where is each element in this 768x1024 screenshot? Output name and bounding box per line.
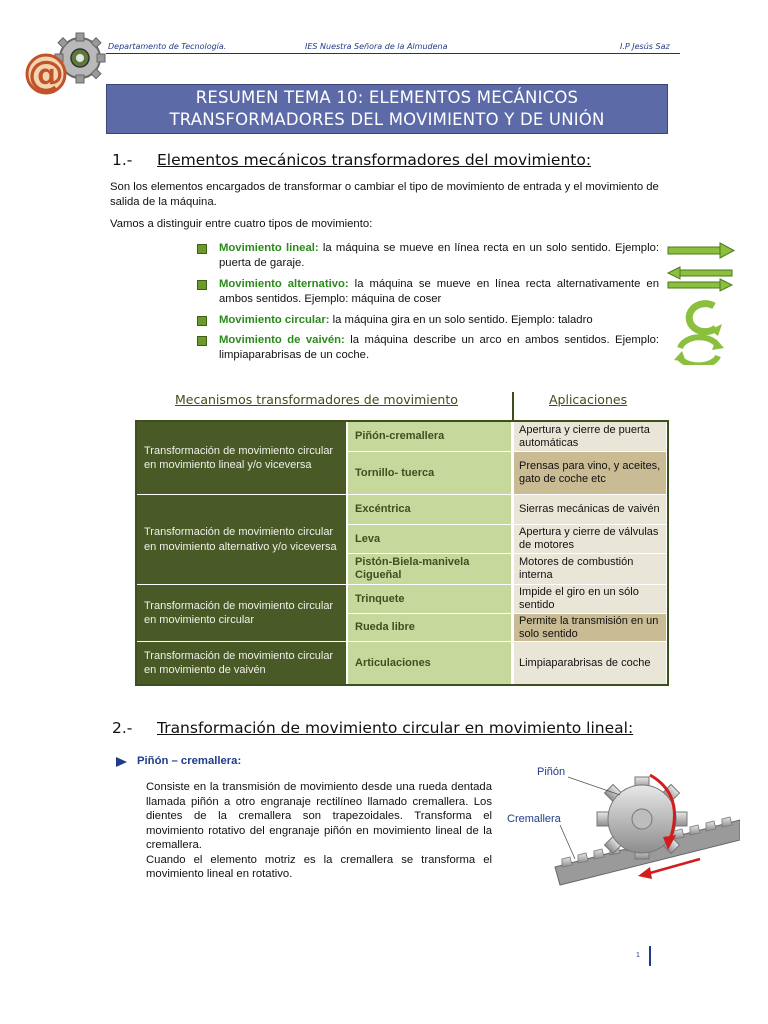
bullet-icon bbox=[197, 280, 207, 290]
table-application-cell: Limpiaparabrisas de coche bbox=[514, 642, 666, 684]
table-header-mechanisms: Mecanismos transformadores de movimiento bbox=[175, 392, 458, 407]
section-1-paragraph-2: Vamos a distinguir entre cuatro tipos de movimiento: bbox=[110, 218, 373, 230]
bullet-item-linear bbox=[219, 241, 659, 270]
section-2-number: 2.- bbox=[112, 719, 133, 737]
subsection-title: Piñón – cremallera: bbox=[137, 755, 242, 767]
at-symbol-icon bbox=[27, 54, 65, 95]
table-application-cell: Sierras mecánicas de vaivén bbox=[514, 495, 666, 524]
table-mechanism-cell: Trinquete bbox=[348, 585, 511, 613]
table-group-cell: Transformación de movimiento circular en movimiento de vaivén bbox=[136, 642, 346, 684]
bullet-text: la máquina se mueve en línea recta alternativamente en ambos sentidos. Ejemplo: máquina de coser bbox=[219, 278, 659, 305]
table-application-cell: Impide el giro en un sólo sentido bbox=[514, 585, 666, 613]
table-frame bbox=[135, 420, 669, 686]
section-2-heading bbox=[112, 719, 732, 739]
bullet-key: Movimiento circular: bbox=[219, 314, 330, 326]
header-school: IES Nuestra Señora de la Almudena bbox=[305, 42, 448, 51]
bullet-text: la máquina gira en un solo sentido. Ejemplo: taladro bbox=[329, 314, 593, 326]
section-1-heading bbox=[112, 151, 712, 171]
rack-pinion-figure bbox=[500, 755, 740, 890]
triangle-bullet-icon bbox=[116, 757, 127, 767]
bullet-text: la máquina describe un arco en ambos sentidos. Ejemplo: limpiaparabrisas de un coche. bbox=[219, 334, 659, 361]
section-2-paragraph-2: Cuando el elemento motriz es la cremallera se transforma el movimiento lineal en rotativo. bbox=[146, 853, 492, 880]
school-logo bbox=[24, 30, 106, 100]
bullet-icon bbox=[197, 244, 207, 254]
section-2-title: Transformación de movimiento circular en movimiento lineal: bbox=[157, 719, 634, 737]
bullet-key: Movimiento alternativo: bbox=[219, 278, 349, 290]
header-rule bbox=[106, 53, 680, 54]
header-author: I.P Jesús Saz bbox=[620, 42, 670, 51]
section-1-number: 1.- bbox=[112, 151, 133, 169]
table-group-cell: Transformación de movimiento circular en movimiento lineal y/o viceversa bbox=[136, 422, 346, 494]
table-application-cell: Apertura y cierre de válvulas de motores bbox=[514, 525, 666, 553]
table-group-cell: Transformación de movimiento circular en movimiento circular bbox=[136, 585, 346, 641]
bullet-key: Movimiento de vaivén: bbox=[219, 334, 345, 346]
pinion-label: Piñón bbox=[537, 766, 566, 778]
document-title bbox=[106, 84, 668, 134]
section-2-body bbox=[146, 780, 492, 882]
table-mechanism-cell: Rueda libre bbox=[348, 614, 511, 641]
svg-text:@: @ bbox=[28, 54, 64, 95]
bullet-key: Movimiento lineal: bbox=[219, 242, 319, 254]
table-mechanism-cell: Pistón-Biela-manivela Cigueñal bbox=[348, 554, 511, 584]
bullet-item-alternativo bbox=[219, 277, 659, 306]
bullet-item-circular bbox=[219, 313, 659, 328]
header-department: Departamento de Tecnología. bbox=[108, 42, 227, 51]
page-number: 1 bbox=[636, 952, 640, 959]
table-mechanism-cell: Piñón-cremallera bbox=[348, 422, 511, 451]
bullet-icon bbox=[197, 316, 207, 326]
table-header-divider bbox=[512, 392, 514, 421]
rack-leader-line bbox=[560, 825, 575, 859]
linear-arrow-icon bbox=[668, 243, 734, 258]
table-header-applications: Aplicaciones bbox=[549, 392, 628, 407]
motion-icons bbox=[666, 240, 736, 365]
table-application-cell: Motores de combustión interna bbox=[514, 554, 666, 584]
title-line-1: RESUMEN TEMA 10: ELEMENTOS MECÁNICOS bbox=[195, 88, 579, 107]
rack-label: Cremallera bbox=[507, 813, 561, 825]
table-group-cell: Transformación de movimiento circular en movimiento alternativo y/o viceversa bbox=[136, 495, 346, 584]
bullet-text: la máquina se mueve en línea recta en un solo sentido. Ejemplo: puerta de garaje. bbox=[219, 242, 660, 269]
swing-arrow-icon bbox=[674, 337, 724, 365]
table-mechanism-cell: Leva bbox=[348, 525, 511, 553]
section-1-title: Elementos mecánicos transformadores del movimiento: bbox=[157, 151, 592, 169]
bullet-item-vaiven bbox=[219, 333, 659, 362]
table-mechanism-cell: Excéntrica bbox=[348, 495, 511, 524]
alternating-arrow-icon bbox=[668, 267, 732, 291]
page-number-bar bbox=[649, 946, 651, 966]
table-application-cell: Permite la transmisión en un solo sentido bbox=[514, 614, 666, 641]
table-mechanism-cell: Tornillo- tuerca bbox=[348, 452, 511, 494]
bullet-icon bbox=[197, 336, 207, 346]
section-2-paragraph-1: Consiste en la transmisión de movimiento desde una rueda dentada llamada piñón a otro engranaje rectilíneo llamado cremallera. Los dientes de la cremallera son trapezoidales. Transforma el movimiento rotativo del engranaje piñón en movimiento lineal de la cremallera. bbox=[146, 781, 492, 851]
title-line-2: TRANSFORMADORES DEL MOVIMIENTO Y DE UNIÓN bbox=[169, 110, 605, 129]
section-1-paragraph-1: Son los elementos encargados de transformar o cambiar el tipo de movimiento de entrada y el movimiento de salida de la máquina. bbox=[110, 181, 659, 208]
table-application-cell: Apertura y cierre de puerta automáticas bbox=[514, 422, 666, 451]
table-mechanism-cell: Articulaciones bbox=[348, 642, 511, 684]
table-application-cell: Prensas para vino, y aceites, gato de coche etc bbox=[514, 452, 666, 494]
circular-arrow-icon bbox=[689, 304, 722, 336]
